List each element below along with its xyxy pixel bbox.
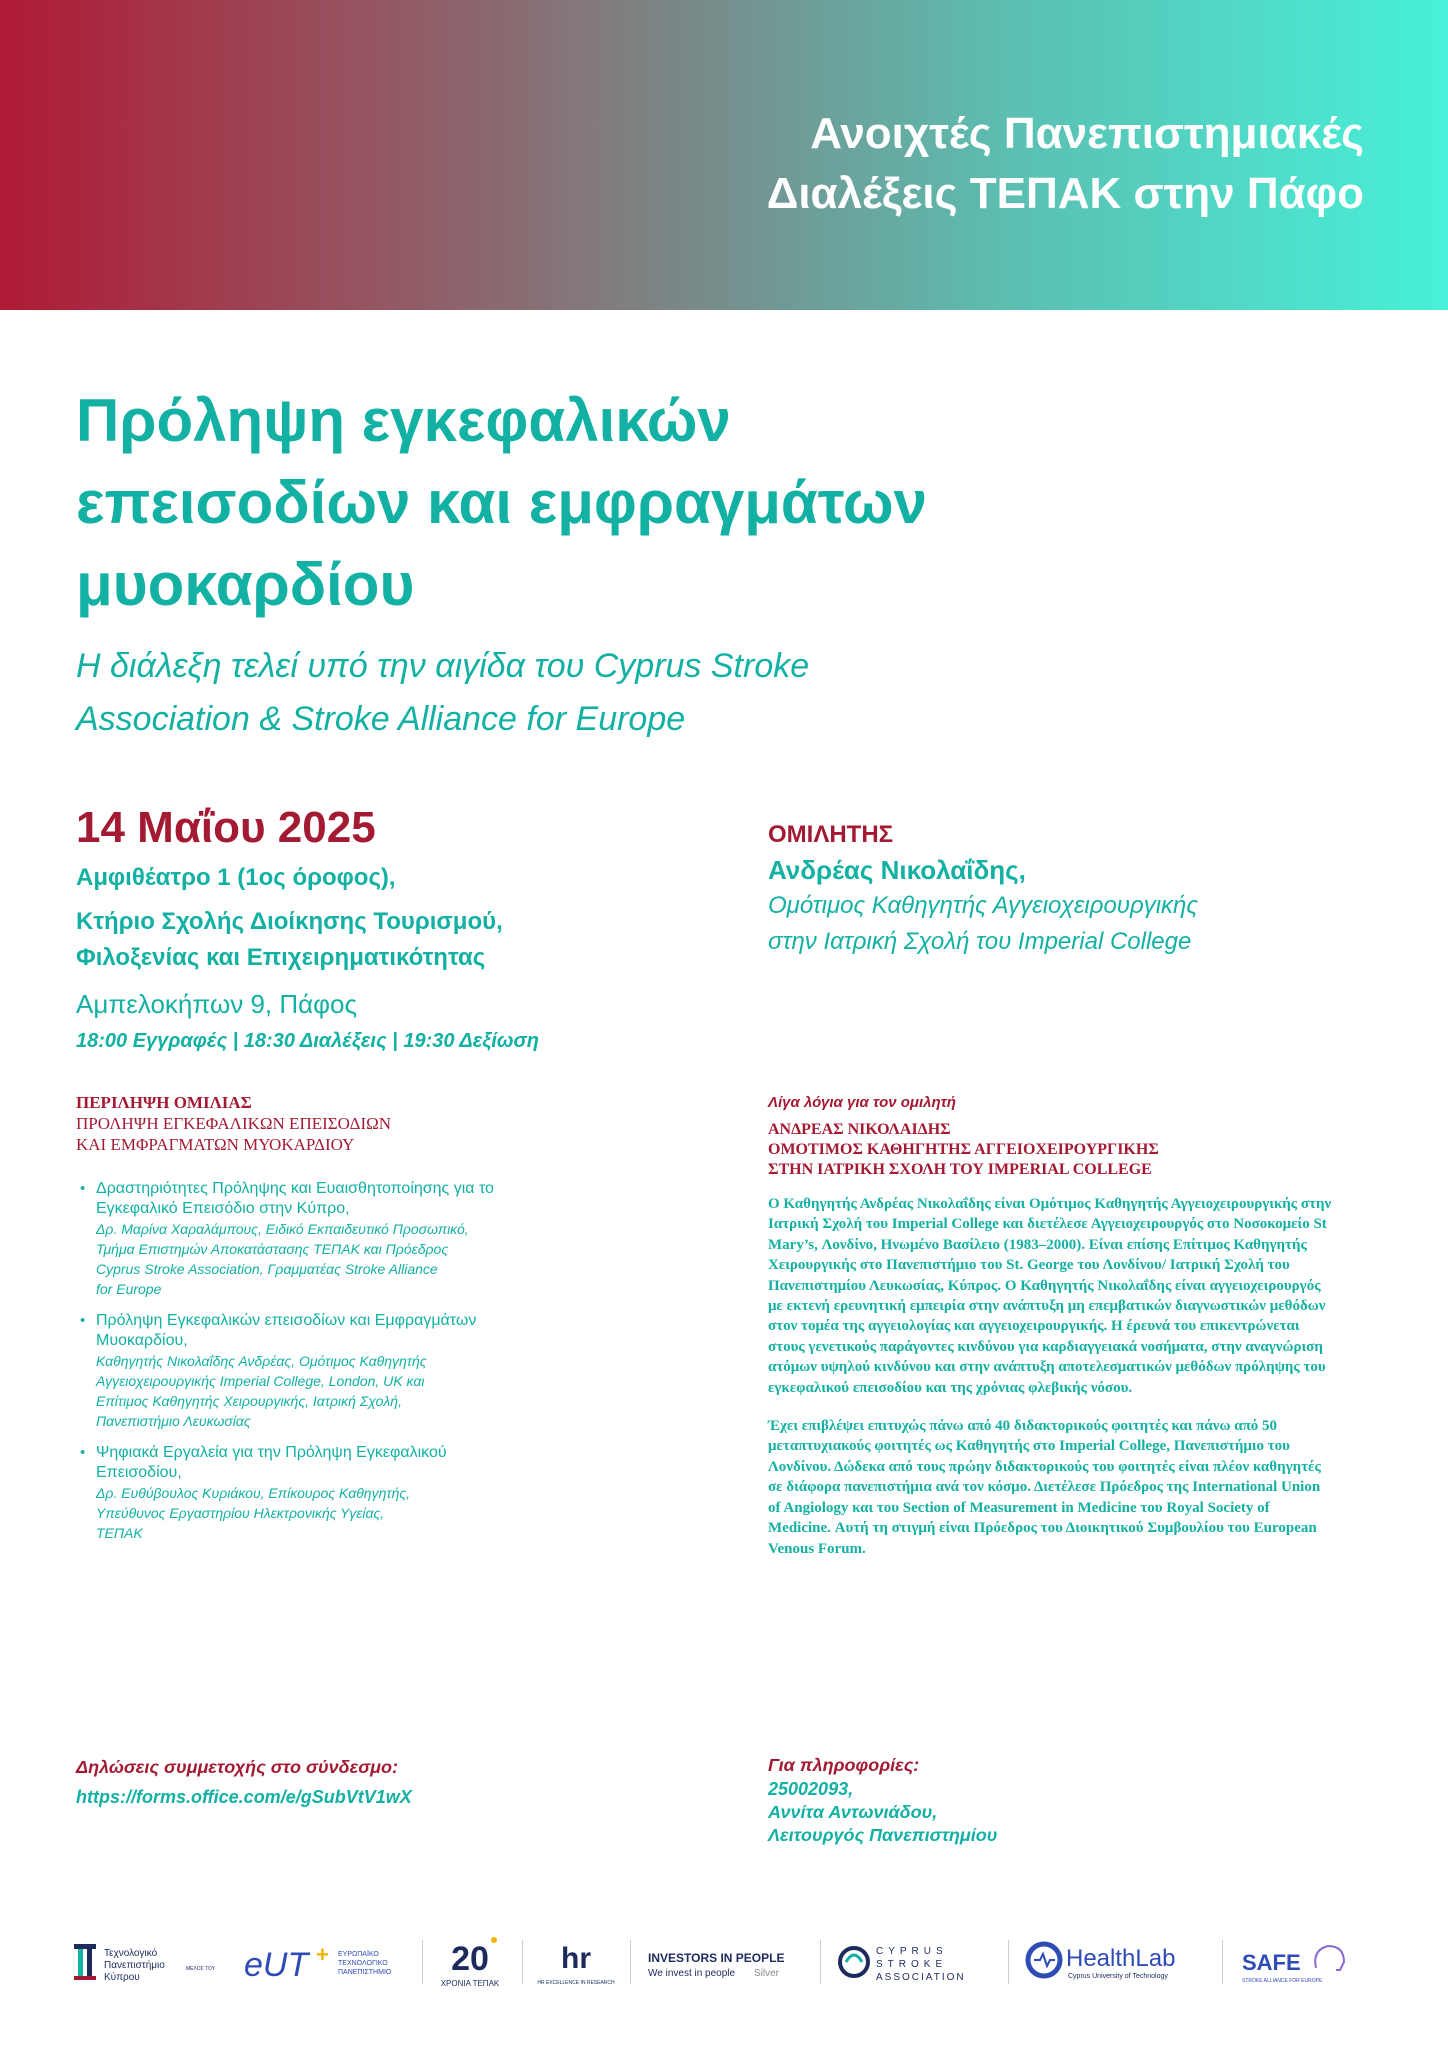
safe-icon [1236,1932,1366,1992]
talk-speaker-line: Cyprus Stroke Association, Γραμματέας Stroke Alliance [96,1261,438,1277]
event-date: 14 Μαΐου 2025 [76,803,376,852]
talk-speaker-line: ΤΕΠΑΚ [96,1525,143,1541]
talk-speaker-line: Πανεπιστήμιο Λευκωσίας [96,1413,251,1429]
contact-role: Λειτουργός Πανεπιστημίου [768,1825,998,1845]
eut-emblem-icon [242,1932,412,1992]
venue-address: Αμπελοκήπων 9, Πάφος [76,989,358,1019]
iip-line: We invest in people [648,1968,736,1979]
summary-subheading-line: ΠΡΟΛΗΨΗ ΕΓΚΕΦΑΛΙΚΩΝ ΕΠΕΙΣΟΔΙΩΝ [76,1114,392,1133]
years-caption: ΧΡΟΝΙΑ ΤΕΠΑΚ [440,1979,500,1988]
hr-caption: HR EXCELLENCE IN RESEARCH [537,1980,615,1986]
bullet-icon: • [80,1180,86,1197]
tepak-text-line: Τεχνολογικό [104,1948,158,1959]
hr-excellence-logo [536,1932,616,1992]
about-heading-line: ΑΝΔΡΕΑΣ ΝΙΚΟΛΑΙΔΗΣ [768,1121,951,1138]
speaker-role-line: στην Ιατρική Σχολή του Imperial College [768,928,1192,955]
lecture-title-line: επεισοδίων και εμφραγμάτων [76,469,927,536]
summary-heading-label: ΠΕΡΙΛΗΨΗ ΟΜΙΛΙΑΣ [76,1093,252,1112]
talk-summary [76,1092,636,1555]
tepak-logo [70,1932,220,1992]
about-heading [768,1120,1336,1180]
contact-name: Αννίτα Αντωνιάδου, [768,1802,938,1822]
about-heading-line: ΣΤΗΝ ΙΑΤΡΙΚΗ ΣΧΟΛΗ ΤΟΥ IMPERIAL COLLEGE [768,1161,1152,1178]
twenty-years-logo [432,1932,508,1992]
series-title-line: Διαλέξεις ΤΕΠΑΚ στην Πάφο [766,169,1364,218]
logo-divider [422,1940,423,1984]
talk-title-line: Δραστηριότητες Πρόληψης και Ευαισθητοποίησης για το [96,1180,494,1197]
event-schedule: 18:00 Εγγραφές | 18:30 Διαλέξεις | 19:30 Δεξίωση [76,1030,540,1052]
csa-line: ASSOCIATION [876,1972,966,1983]
talk-speaker-line: Καθηγητής Νικολαΐδης Ανδρέας, Ομότιμος Καθηγητής [96,1353,427,1369]
about-speaker [768,1092,1336,1559]
speaker-label: ΟΜΙΛΗΤΗΣ [768,821,894,848]
speaker-name: Ανδρέας Νικολαΐδης, [768,855,1026,885]
logo-divider [630,1940,631,1984]
tepak-text-line: Πανεπιστήμιο [104,1960,165,1971]
talk-title-line: Ψηφιακά Εργαλεία για την Πρόληψη Εγκεφαλικού [96,1444,447,1461]
bio-paragraph: Έχει επιβλέψει επιτυχώς πάνω από 40 διδακτορικούς φοιτητές και πάνω από 50 μεταπτυχιακούς φοιτητές ως Καθηγητής στο Imperial College, Πανεπιστήμιο του Λονδίνου. Δώδεκα από τους πρώην διδακτορικούς του φοιτητές είναι πλέον καθηγητές σε διάφορα πανεπιστήμια ανά τον κόσμο. Διετέλεσε Πρόεδρος της International Union of Angiology και του Section of Measurement in Medicine του Royal Society of Medicine. Αυτή τη στιγμή είναι Πρόεδρος του Διοικητικού Συμβουλίου του European Venous Forum. [768,1418,1321,1557]
eut-plus: + [316,1942,329,1967]
safe-sub: STROKE ALLIANCE FOR EUROPE [1242,1978,1323,1984]
iip-line: INVESTORS IN PEOPLE [648,1951,785,1965]
talk-title-line: Μυοκαρδίου, [96,1332,188,1349]
talk-speaker-line: Δρ. Ευθύβουλος Κυριάκου, Επίκουρος Καθηγητής, [96,1485,411,1501]
healthlab-name: HealthLab [1066,1945,1176,1972]
lecture-subtitle [76,640,1176,746]
list-item [76,1311,636,1431]
tepak-emblem-icon [70,1932,220,1992]
about-label: Λίγα λόγια για τον ομιλητή [768,1094,956,1111]
talk-speaker-line: Αγγειοχειρουργικής Imperial College, London, UK και [96,1373,425,1389]
registration-link[interactable]: https://forms.office.com/e/gSubVtV1wX [76,1787,412,1807]
lecture-title [76,380,1276,626]
talk-speaker-line: Επίτιμος Καθηγητής Χειρουργικής, Ιατρική Σχολή, [96,1393,402,1409]
csa-line: CYPRUS [876,1946,948,1957]
speaker-block [768,818,1388,960]
summary-subheading-line: ΚΑΙ ΕΜΦΡΑΓΜΑΤΩΝ ΜΥΟΚΑΡΔΙΟΥ [76,1135,355,1154]
series-title [767,104,1364,224]
eut-text: eUT [244,1946,309,1984]
header-banner [0,0,1448,310]
tepak-member-text: ΜΕΛΟΣ ΤΟΥ [186,1966,216,1972]
speaker-role-line: Ομότιμος Καθηγητής Αγγειοχειρουργικής [768,892,1199,919]
healthlab-logo [1022,1932,1212,1992]
iip-level: Silver [754,1968,780,1979]
eut-text-line: ΠΑΝΕΠΙΣΤΗΜΙΟ [338,1969,392,1976]
talk-title-line: Εγκεφαλικό Επεισόδιο στην Κύπρο, [96,1200,350,1217]
csa-line: STROKE [876,1959,948,1970]
subtitle-line: Association & Stroke Alliance for Europe [76,700,686,738]
safe-text: SAFE [1242,1950,1301,1975]
eut-logo [242,1932,412,1992]
healthlab-icon [1022,1932,1212,1992]
subtitle-line: Η διάλεξη τελεί υπό την αιγίδα του Cyprus Stroke [76,647,810,685]
talk-speaker-line: for Europe [96,1281,162,1297]
safe-logo [1236,1932,1366,1992]
hr-excellence-icon [536,1932,616,1992]
cyprus-stroke-association-logo [836,1932,996,1992]
registration-label: Δηλώσεις συμμετοχής στο σύνδεσμο: [76,1757,399,1777]
talk-title-line: Πρόληψη Εγκεφαλικών επεισοδίων και Εμφραγμάτων [96,1312,477,1329]
eut-text-line: ΤΕΧΝΟΛΟΓΙΚΟ [338,1960,388,1967]
cyprus-stroke-association-icon [836,1932,996,1992]
lecture-title-line: μυοκαρδίου [76,551,415,618]
talk-title-line: Επεισοδίου, [96,1464,182,1481]
years-number: 20 [451,1940,489,1978]
venue-line: Φιλοξενίας και Επιχειρηματικότητας [76,944,486,971]
contact-phone: 25002093, [768,1779,854,1799]
investors-in-people-logo [646,1932,806,1992]
twenty-years-icon [432,1932,508,1992]
eut-text-line: ΕΥΡΩΠΑΪΚΟ [338,1951,379,1958]
registration-block [76,1752,636,1812]
venue-block [76,860,716,1022]
info-label: Για πληροφορίες: [768,1755,920,1775]
talk-speaker-line: Τμήμα Επιστημών Αποκατάστασης ΤΕΠΑΚ και Πρόεδρος [96,1241,449,1257]
series-title-line: Ανοιχτές Πανεπιστημιακές [810,109,1364,158]
talk-speaker-line: Δρ. Μαρίνα Χαραλάμπους, Ειδικό Εκπαιδευτικό Προσωπικό, [96,1221,469,1237]
about-heading-line: ΟΜΟΤΙΜΟΣ ΚΑΘΗΓΗΤΗΣ ΑΓΓΕΙΟΧΕΙΡΟΥΡΓΙΚΗΣ [768,1141,1159,1158]
logo-divider [1222,1940,1223,1984]
hr-text: hr [561,1942,591,1975]
talk-list [76,1179,636,1543]
list-item [76,1443,636,1543]
healthlab-sub: Cyprus University of Technology [1068,1973,1168,1980]
bullet-icon: • [80,1444,86,1461]
bullet-icon: • [80,1312,86,1329]
logo-divider [1008,1940,1009,1984]
investors-in-people-icon [646,1932,806,1992]
speaker-bio [768,1194,1336,1559]
logo-divider [820,1940,821,1984]
contact-info [768,1752,1268,1847]
talk-speaker-line: Υπεύθυνος Εργαστηρίου Ηλεκτρονικής Υγείας, [96,1505,385,1521]
summary-heading [76,1092,636,1155]
venue-line: Αμφιθέατρο 1 (1ος όροφος), [76,864,396,891]
logo-divider [522,1940,523,1984]
list-item [76,1179,636,1299]
partner-logos [70,1932,1380,1992]
tepak-text-line: Κύπρου [104,1972,140,1983]
lecture-title-line: Πρόληψη εγκεφαλικών [76,387,731,454]
bio-paragraph: Ο Καθηγητής Ανδρέας Νικολαΐδης είναι Ομότιμος Καθηγητής Αγγειοχειρουργικής στην Ιατρική Σχολή του Imperial College και διετέλεσε Αγγειοχειρουργός στο Νοσοκομείο St Mary’s, Λονδίνο, Ηνωμένο Βασίλειο (1983–2000). Είναι επίσης Επίτιμος Καθηγητής Χειρουργικής στο Πανεπιστήμιο του St. George του Λονδίνου/ Ιατρική Σχολή του Πανεπιστημίου Λευκωσίας, Κύπρος. Ο Καθηγητής Νικολαΐδης είναι αγγειοχειρουργός με εκτενή ερευνητική εμπειρία στην ανάπτυξη μη επεμβατικών διαγνωστικών μεθόδων στον τομέα της αγγειολογίας και αγγειοχειρουργικής. Η έρευνά του επικεντρώνεται στους γενετικούς παράγοντες κινδύνου για καρδιαγγειακά νοσήματα, στην αναγνώριση ατόμων υψηλού κινδύνου και στην ανάπτυξη αποτελεσματικών μεθόδων πρόληψης του εγκεφαλικού επεισοδίου και της χρόνιας φλεβικής νόσου. [768,1196,1332,1396]
venue-line: Κτήριο Σχολής Διοίκησης Τουρισμού, [76,908,503,935]
